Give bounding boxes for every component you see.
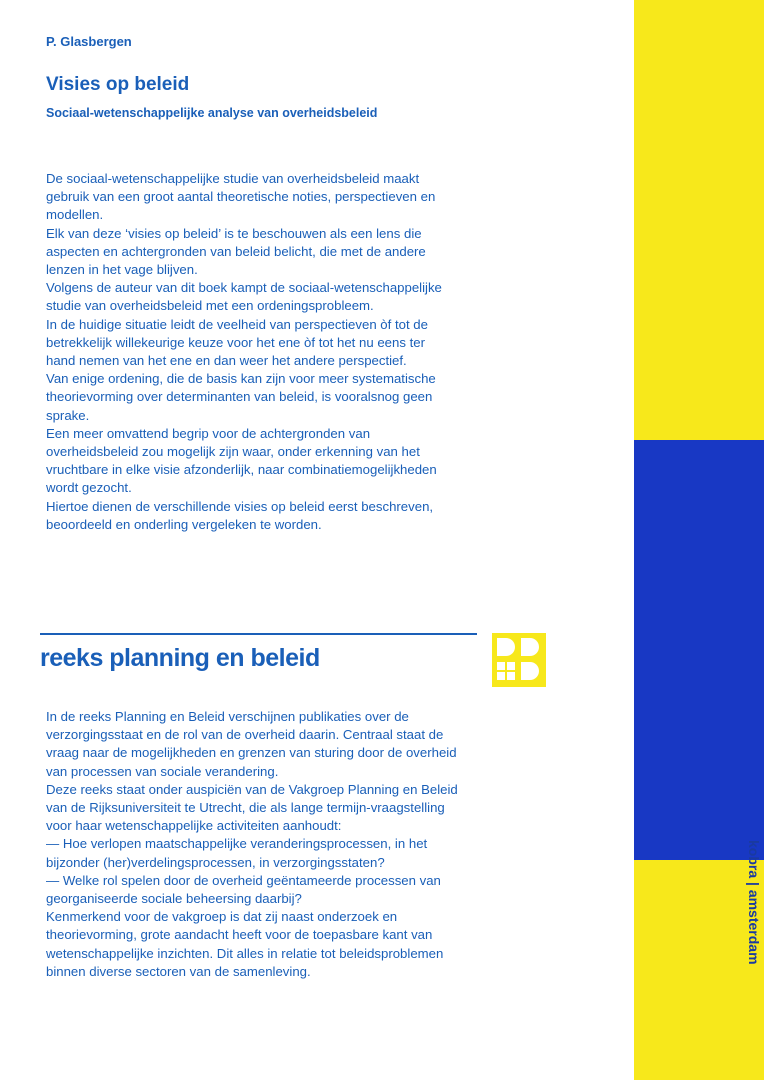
publisher-imprint: kobra | amsterdam: [746, 840, 762, 965]
text-line: lenzen in het vage blijven.: [46, 262, 198, 278]
text-line: aspecten en achtergronden van beleid belicht, die met de andere: [46, 243, 426, 259]
text-line: georganiseerde sociale beheersing daarbij?: [46, 891, 302, 907]
intro-text: [46, 170, 496, 534]
book-title: Visies op beleid: [46, 74, 190, 95]
text-line: Volgens de auteur van dit boek kampt de sociaal-wetenschappelijke: [46, 280, 442, 296]
text-line: theorievorming, grote aandacht heeft voor de toepasbare kant van: [46, 927, 433, 943]
text-line: wetenschappelijke inzichten. Dit alles in relatie tot beleidsproblemen: [46, 945, 444, 961]
text-line: van processen van sociale verandering.: [46, 763, 279, 779]
text-line: overheidsbeleid zou mogelijk zijn waar, onder erkenning van het: [46, 444, 420, 460]
text-line: De sociaal-wetenschappelijke studie van overheidsbeleid maakt: [46, 171, 420, 186]
text-line: sprake.: [46, 407, 90, 423]
text-line: Kenmerkend voor de vakgroep is dat zij naast onderzoek en: [46, 909, 398, 925]
text-line: vruchtbare in elke visie afzonderlijk, naar combinatiemogelijkheden: [46, 462, 437, 478]
text-line: Deze reeks staat onder auspiciën van de Vakgroep Planning en Beleid: [46, 781, 458, 797]
text-line: Van enige ordening, die de basis kan zijn voor meer systematische: [46, 371, 436, 387]
text-line: — Welke rol spelen door de overheid geëntameerde processen van: [46, 872, 441, 888]
book-subtitle: Sociaal-wetenschappelijke analyse van overheidsbeleid: [46, 106, 378, 120]
text-line: van de Rijksuniversiteit te Utrecht, die als lange termijn-vraagstelling: [46, 800, 445, 816]
text-line: binnen diverse sectoren van de samenleving.: [46, 963, 311, 979]
series-title: reeks planning en beleid: [40, 644, 320, 672]
text-line: hand nemen van het ene en dan weer het andere perspectief.: [46, 353, 407, 369]
author-name: P. Glasbergen: [46, 34, 132, 49]
text-line: wordt gezocht.: [46, 480, 132, 496]
text-line: Elk van deze ‘visies op beleid’ is te beschouwen als een lens die: [46, 225, 422, 241]
blue-spine-band: [634, 440, 764, 860]
text-line: Een meer omvattend begrip voor de achtergronden van: [46, 425, 371, 441]
text-line: theorievorming over determinanten van beleid, is vooralsnog geen: [46, 389, 433, 405]
text-line: voor haar wetenschappelijke activiteiten aanhoudt:: [46, 818, 342, 834]
spine-imprint: [744, 840, 764, 1080]
text-line: bijzonder (her)verdelingsprocessen, in verzorgingsstaten?: [46, 854, 385, 870]
text-line: gebruik van een groot aantal theoretische noties, perspectieven en: [46, 189, 436, 205]
text-line: studie van overheidsbeleid met een ordeningsprobleem.: [46, 298, 374, 314]
text-line: modellen.: [46, 207, 104, 223]
text-line: beoordeeld en onderling vergeleken te worden.: [46, 516, 322, 532]
text-line: vraag naar de mogelijkheden en grenzen van sturing door de overheid: [46, 745, 457, 761]
series-text: [46, 708, 496, 981]
series-divider: [40, 633, 477, 635]
text-line: In de reeks Planning en Beleid verschijnen publikaties over de: [46, 709, 409, 724]
text-line: In de huidige situatie leidt de veelheid van perspectieven òf tot de: [46, 316, 428, 332]
text-line: Hiertoe dienen de verschillende visies op beleid eerst beschreven,: [46, 498, 434, 514]
text-line: — Hoe verlopen maatschappelijke veranderingsprocessen, in het: [46, 836, 428, 852]
text-line: verzorgingsstaat en de rol van de overheid daarin. Centraal staat de: [46, 727, 444, 743]
text-line: betrekkelijk willekeurige keuze voor het ene òf tot het nu eens ter: [46, 334, 425, 350]
series-logo-icon: [492, 633, 546, 687]
